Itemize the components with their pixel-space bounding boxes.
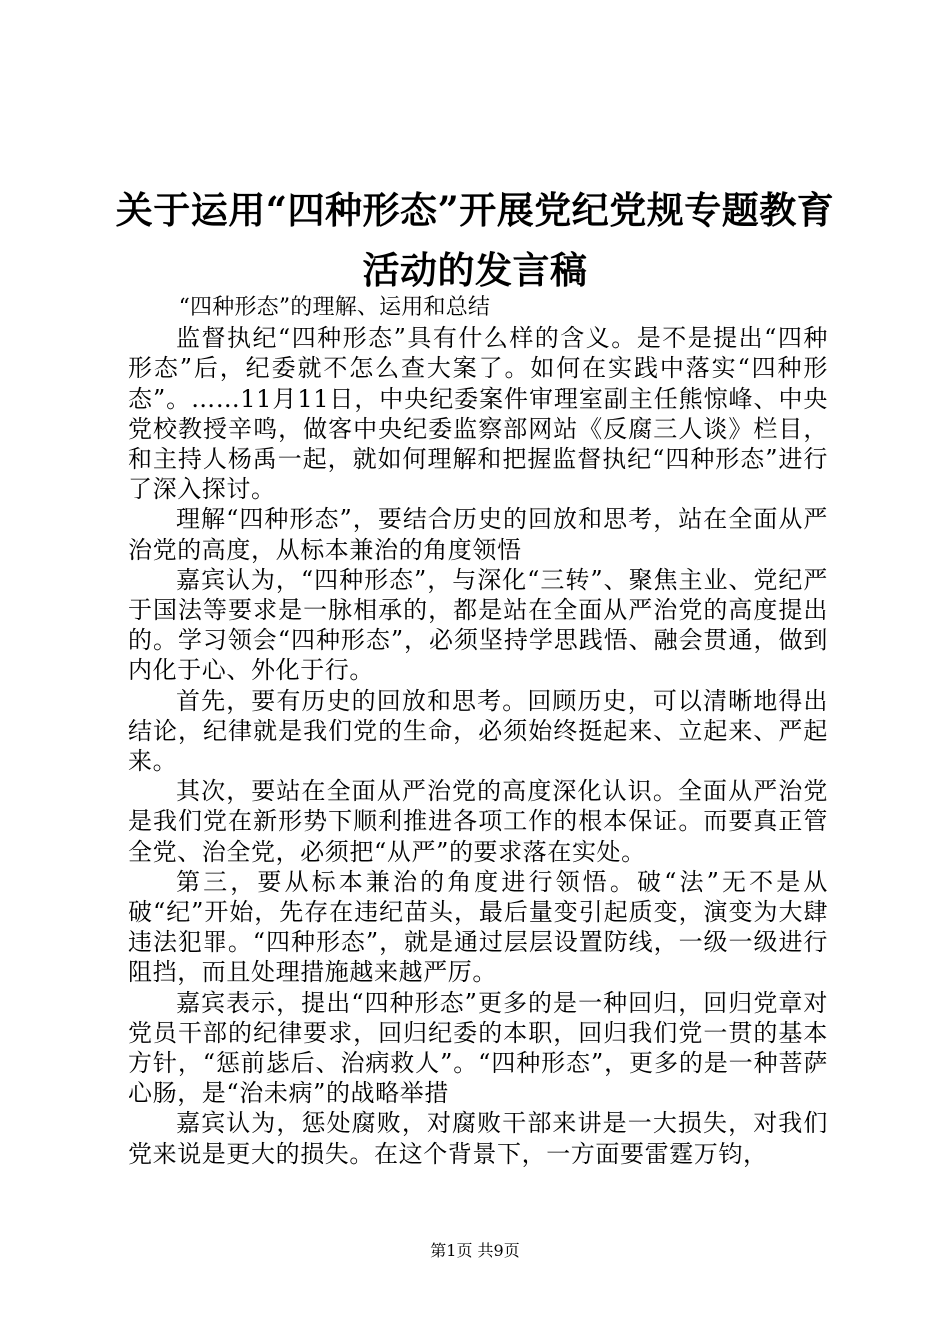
paragraph-subtitle: “四种形态”的理解、运用和总结 (178, 295, 491, 320)
page-number-footer: 第1页 共9页 (430, 1241, 520, 1260)
paragraph: 其次，要站在全面从严治党的高度深化认识。全面从严治党是我们党在新形势下顺利推进各项工作的根本保证。而要真正管全党、治全党，必须把“从严”的要求落在实处。 (128, 777, 828, 866)
paragraph: 理解“四种形态”，要结合历史的回放和思考，站在全面从严治党的高度，从标本兼治的角度领悟 (128, 505, 828, 564)
document-title-line-1: 关于运用“四种形态”开展党纪党规专题教育 (115, 188, 835, 232)
paragraph: 监督执纪“四种形态”具有什么样的含义。是不是提出“四种形态”后，纪委就不怎么查大案了。如何在实践中落实“四种形态”。……11月11日，中央纪委案件审理室副主任熊惊峰、中央党校教授辛鸣，做客中央纪委监察部网站《反腐三人谈》栏目，和主持人杨禹一起，就如何理解和把握监督执纪“四种形态”进行了深入探讨。 (128, 324, 828, 504)
document-title-line-2: 活动的发言稿 (362, 248, 588, 292)
paragraph: 嘉宾认为，惩处腐败，对腐败干部来讲是一大损失，对我们党来说是更大的损失。在这个背景下，一方面要雷霆万钧， (128, 1109, 828, 1168)
paragraph: 第三，要从标本兼治的角度进行领悟。破“法”无不是从破“纪”开始，先存在违纪苗头，最后量变引起质变，演变为大肆违法犯罪。“四种形态”，就是通过层层设置防线，一级一级进行阻挡，而且处理措施越来越严厉。 (128, 867, 828, 987)
document-body (128, 293, 828, 1169)
paragraph: 首先，要有历史的回放和思考。回顾历史，可以清晰地得出结论，纪律就是我们党的生命，必须始终挺起来、立起来、严起来。 (128, 686, 828, 776)
paragraph: 嘉宾表示，提出“四种形态”更多的是一种回归，回归党章对党员干部的纪律要求，回归纪委的本职，回归我们党一贯的基本方针，“惩前毖后、治病救人”。“四种形态”，更多的是一种菩萨心肠，是“治未病”的战略举措 (128, 988, 828, 1108)
paragraph: 嘉宾认为，“四种形态”，与深化“三转”、聚焦主业、党纪严于国法等要求是一脉相承的，都是站在全面从严治党的高度提出的。学习领会“四种形态”，必须坚持学思践悟、融会贯通，做到内化于心、外化于行。 (128, 565, 828, 685)
